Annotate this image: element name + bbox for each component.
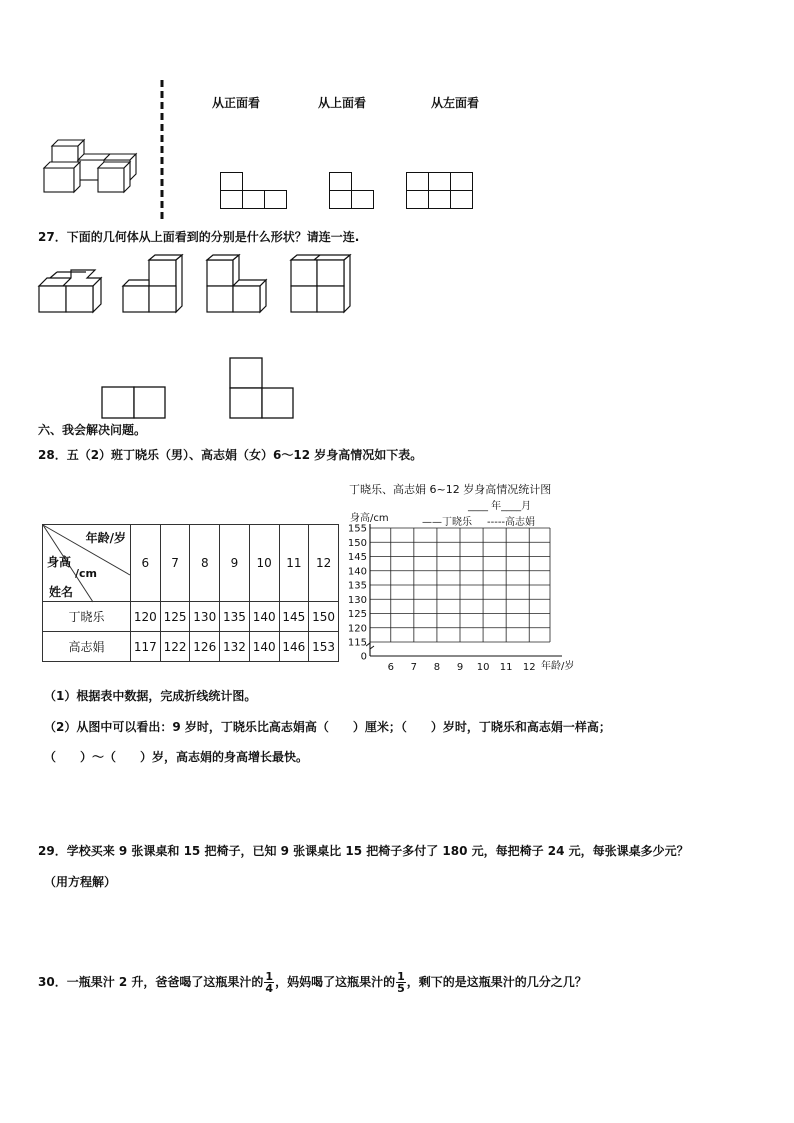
question-28-part-3: （ ）～（ ）岁，高志娟的身高增长最快。	[44, 750, 309, 764]
age-cell: 12	[309, 525, 339, 602]
q30-part-3: ，剩下的是这瓶果汁的几分之几？	[406, 975, 587, 989]
question-28-part-1: （1）根据表中数据，完成折线统计图。	[44, 689, 257, 703]
y-tick-label: 115	[347, 637, 367, 649]
x-tick-label: 12	[522, 662, 536, 673]
dashed-divider	[159, 80, 165, 220]
question-27: 27．下面的几何体从上面看到的分别是什么形状？请连一连.	[38, 230, 360, 244]
front-view-label: 从正面看	[212, 96, 261, 110]
table-cell: 135	[220, 602, 250, 632]
table-cell: 140	[249, 632, 279, 662]
table-cell: 122	[160, 632, 190, 662]
y-tick-label: 120	[347, 623, 367, 635]
chart-date-blank: ____ 年____月	[468, 501, 532, 512]
fraction-one-fifth: $\frac{1}{5}$	[397, 970, 405, 995]
height-table	[42, 524, 339, 662]
chart-title: 丁晓乐、高志娟 6~12 岁身高情况统计图	[349, 483, 552, 496]
left-view-label: 从左面看	[431, 96, 480, 110]
question-28-part-2: （2）从图中可以看出：9 岁时，丁晓乐比高志娟高（ ）厘米；（ ）岁时，丁晓乐和高志娟一样高；	[44, 720, 611, 734]
table-cell: 126	[190, 632, 220, 662]
age-cell: 8	[190, 525, 220, 602]
solid-c	[206, 254, 268, 314]
row-name: 高志娟	[43, 632, 131, 662]
q30-part-1: 30．一瓶果汁 2 升，爸爸喝了这瓶果汁的	[38, 975, 264, 989]
height-line-chart	[340, 520, 610, 675]
question-30	[38, 964, 587, 1000]
table-row	[43, 632, 339, 662]
solid-a	[38, 268, 102, 314]
table-row	[43, 602, 339, 632]
table-cell: 146	[279, 632, 309, 662]
chart-xlabel: 年龄/岁	[541, 661, 575, 672]
y-tick-label: 135	[347, 580, 367, 592]
legend-ding: ——丁晓乐	[422, 517, 472, 528]
cube-figure	[40, 138, 140, 196]
header-name: 姓名	[49, 585, 74, 599]
table-cell: 125	[160, 602, 190, 632]
x-tick-label: 7	[410, 662, 418, 673]
question-29-line-2: （用方程解）	[44, 875, 117, 889]
q30-part-2: ，妈妈喝了这瓶果汁的	[275, 975, 396, 989]
y-tick-label: 145	[347, 552, 367, 563]
y-tick-label: 150	[347, 537, 367, 549]
header-unit: /cm	[75, 567, 97, 580]
left-view-shape	[406, 172, 474, 210]
table-cell: 150	[309, 602, 339, 632]
age-cell: 11	[279, 525, 309, 602]
x-tick-label: 10	[476, 662, 490, 673]
axis-break-symbol	[366, 643, 374, 649]
table-cell: 140	[249, 602, 279, 632]
solid-d	[290, 254, 352, 314]
header-age: 年龄/岁	[85, 531, 126, 545]
y-tick-label: 130	[347, 594, 367, 606]
top-shape-two-squares	[101, 386, 167, 420]
top-view-label: 从上面看	[318, 96, 367, 110]
legend-gao: -----高志娟	[487, 517, 536, 528]
x-tick-label: 6	[387, 662, 394, 673]
table-cell: 120	[131, 602, 161, 632]
y-tick-label: 0	[360, 651, 367, 663]
table-cell: 132	[220, 632, 250, 662]
x-tick-label: 11	[499, 662, 513, 673]
top-shape-l	[229, 357, 295, 420]
x-tick-label: 8	[433, 662, 441, 673]
age-cell: 7	[160, 525, 190, 602]
section-6-title: 六、我会解决问题。	[38, 423, 147, 437]
question-28: 28．五（2）班丁晓乐（男）、高志娟（女）6～12 岁身高情况如下表。	[38, 448, 423, 462]
y-tick-label: 155	[347, 523, 367, 535]
table-diagonal-header	[43, 525, 131, 602]
header-height: 身高	[47, 555, 72, 569]
table-cell: 153	[309, 632, 339, 662]
age-cell: 10	[249, 525, 279, 602]
row-name: 丁晓乐	[43, 602, 131, 632]
age-cell: 6	[131, 525, 161, 602]
table-cell: 145	[279, 602, 309, 632]
y-tick-label: 140	[347, 566, 367, 578]
fraction-one-quarter: $\frac{1}{4}$	[265, 970, 274, 995]
age-cell: 9	[220, 525, 250, 602]
solid-b	[122, 254, 184, 314]
front-view-shape	[220, 172, 288, 210]
question-29-line-1: 29．学校买来 9 张课桌和 15 把椅子，已知 9 张课桌比 15 把椅子多付了 180 元，每把椅子 24 元，每张课桌多少元？	[38, 844, 689, 858]
top-view-shape	[329, 172, 375, 210]
y-tick-label: 125	[347, 609, 367, 620]
table-cell: 117	[131, 632, 161, 662]
x-tick-label: 9	[456, 662, 464, 673]
table-cell: 130	[190, 602, 220, 632]
chart-ylabel: 身高/cm	[350, 513, 389, 524]
